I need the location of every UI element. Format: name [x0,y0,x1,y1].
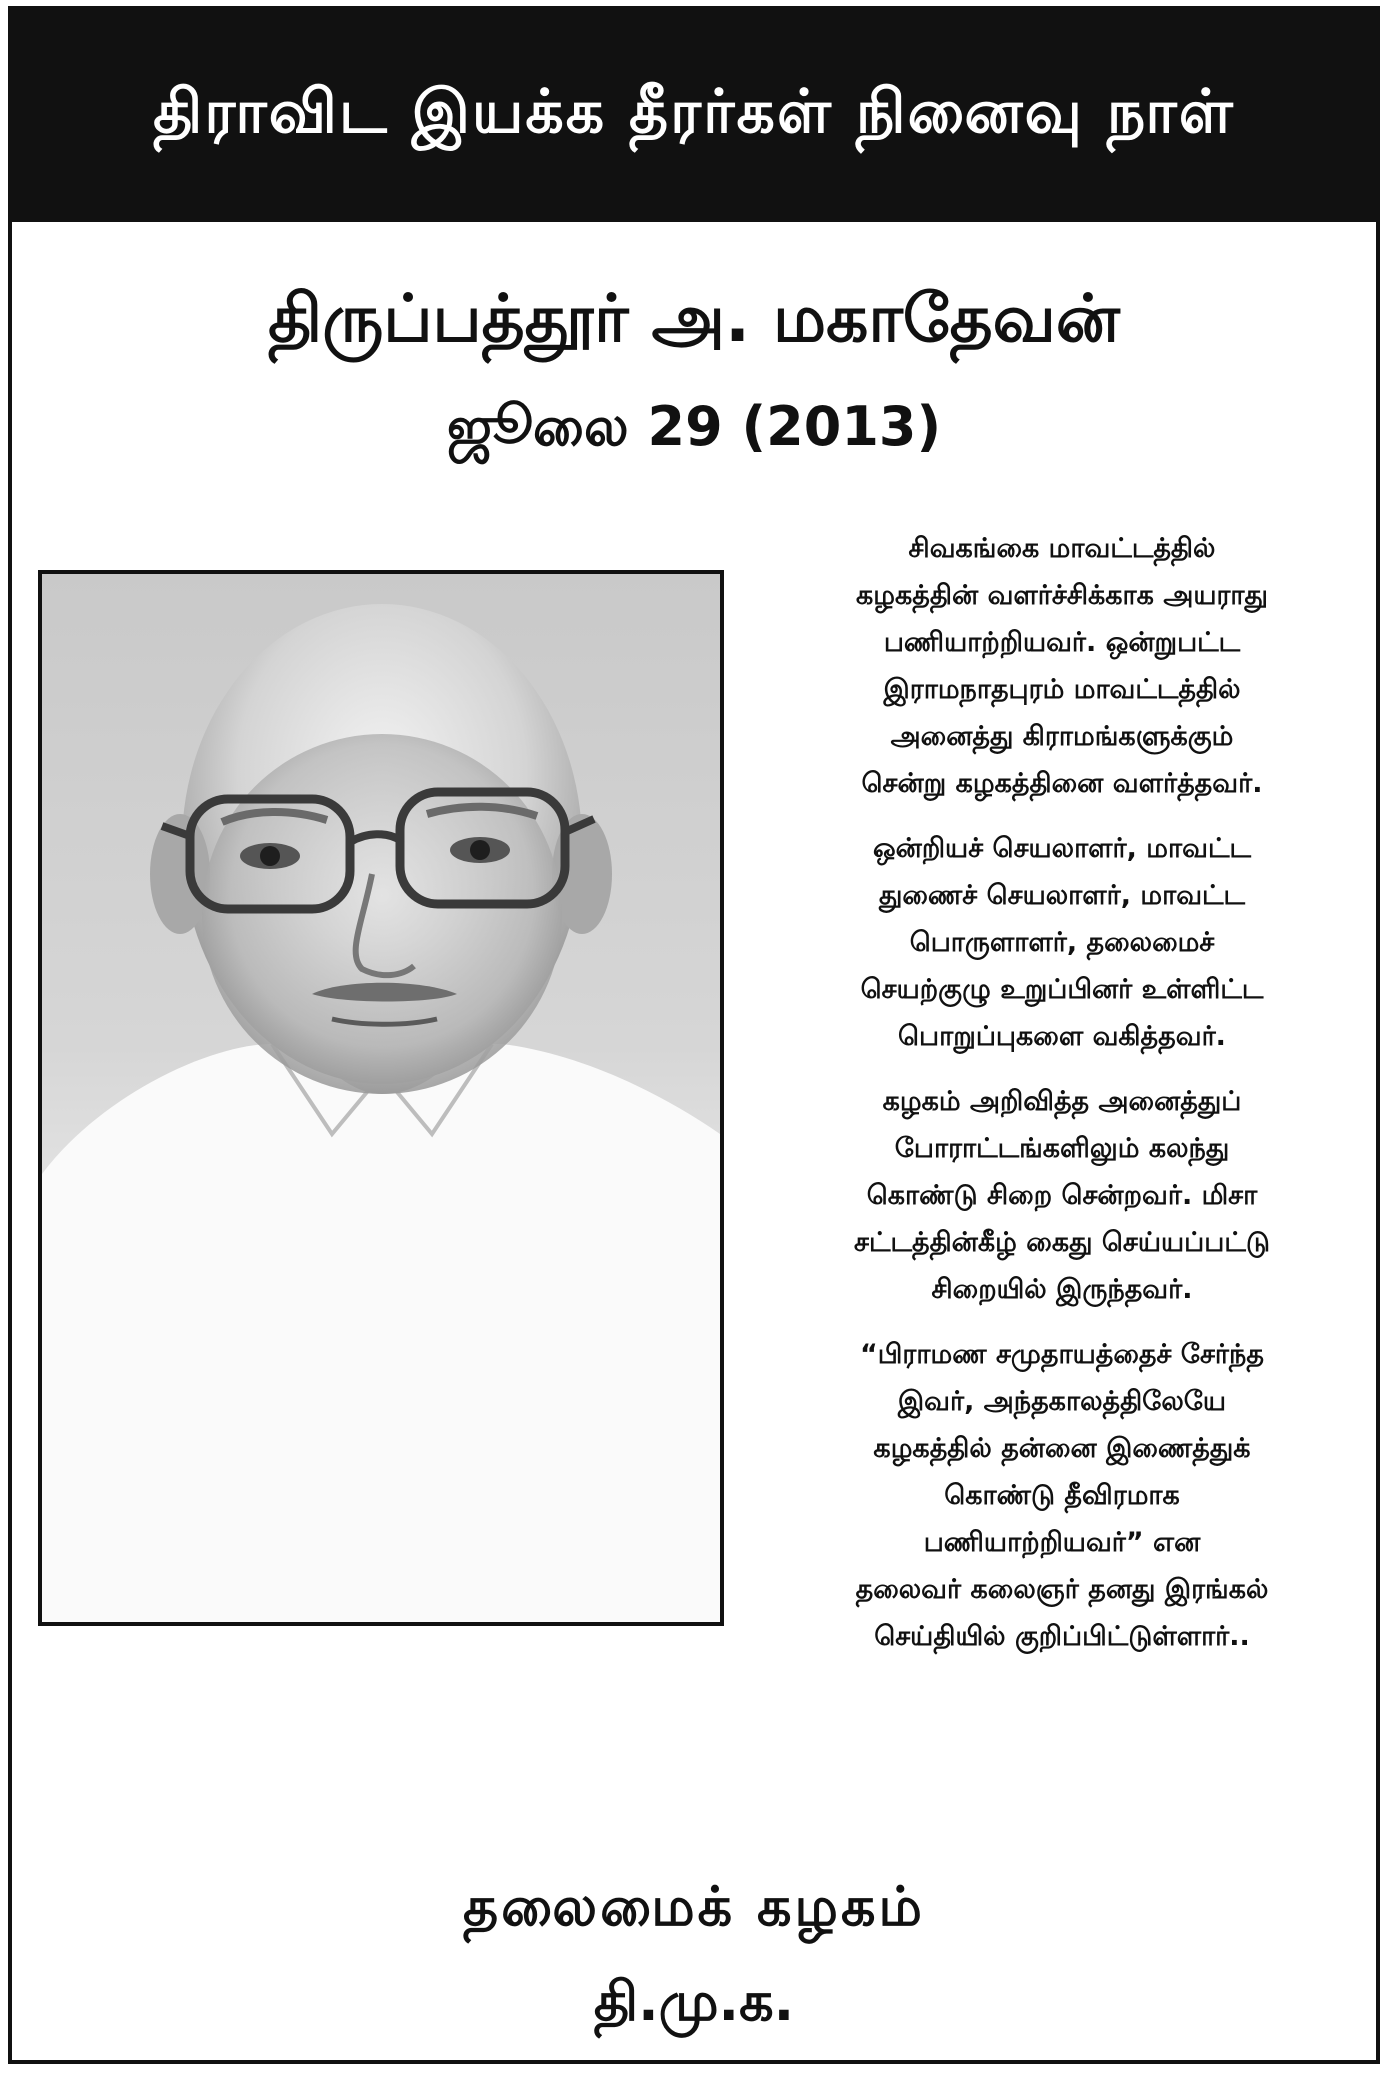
header-banner [12,10,1376,222]
bio-line: சிறையில் இருந்தவர். [931,1274,1193,1305]
bio-line: செயற்குழு உறுப்பினர் உள்ளிட்ட [860,974,1264,1005]
bio-line: பணியாற்றியவர். ஒன்றுபட்ட [883,627,1241,658]
bio-line: சென்று கழகத்தினை வளர்த்தவர். [861,768,1263,799]
memorial-date: ஜூலை 29 (2013) [446,395,942,458]
memorial-notice [8,6,1380,2064]
party-name: தி.மு.க. [593,1970,795,2033]
bio-line: கழகம் அறிவித்த அனைத்துப் [882,1086,1242,1117]
bio-line: கழகத்தில் தன்னை இணைத்துக் [873,1433,1251,1464]
bio-line: செய்தியில் குறிப்பிட்டுள்ளார்.. [874,1621,1250,1652]
bio-line: அனைத்து கிராமங்களுக்கும் [890,721,1234,752]
bio-line: போராட்டங்களிலும் கலந்து [894,1133,1230,1164]
bio-line: சிவகங்கை மாவட்டத்தில் [908,533,1216,564]
bio-paragraph [752,1331,1372,1660]
portrait-image [42,574,720,1622]
bio-line: கொண்டு சிறை சென்றவர். மிசா [866,1180,1258,1211]
biography [752,525,1372,1678]
bio-line: கழகத்தின் வளர்ச்சிக்காக அயராது [856,580,1268,611]
banner-title: திராவிட இயக்க தீரர்கள் நினைவு நாள் [153,77,1235,147]
bio-line: ஒன்றியச் செயலாளர், மாவட்ட [873,833,1251,864]
bio-paragraph [752,1078,1372,1313]
bio-line: பொருளாளர், தலைமைச் [909,927,1215,958]
person-name: திருப்பத்தூர் அ. மகாதேவன் [268,280,1120,357]
bio-line: சட்டத்தின்கீழ் கைது செய்யப்பட்டு [854,1227,1270,1258]
bio-paragraph [752,825,1372,1060]
bio-line: துணைச் செயலாளர், மாவட்ட [878,880,1246,911]
portrait-photo [38,570,724,1626]
bio-line: தலைவர் கலைஞர் தனது இரங்கல் [855,1574,1269,1605]
bio-line: பொறுப்புகளை வகித்தவர். [898,1021,1226,1052]
bio-line: “பிராமண சமுதாயத்தைச் சேர்ந்த [860,1339,1264,1370]
bio-line: இவர், அந்தகாலத்திலேயே [897,1386,1227,1417]
bio-paragraph [752,525,1372,807]
headquarters-label: தலைமைக் கழகம் [463,1875,925,1938]
bio-line: இராமநாதபுரம் மாவட்டத்தில் [883,674,1241,705]
bio-line: கொண்டு தீவிரமாக [944,1480,1180,1511]
bio-line: பணியாற்றியவர்” என [923,1527,1201,1558]
